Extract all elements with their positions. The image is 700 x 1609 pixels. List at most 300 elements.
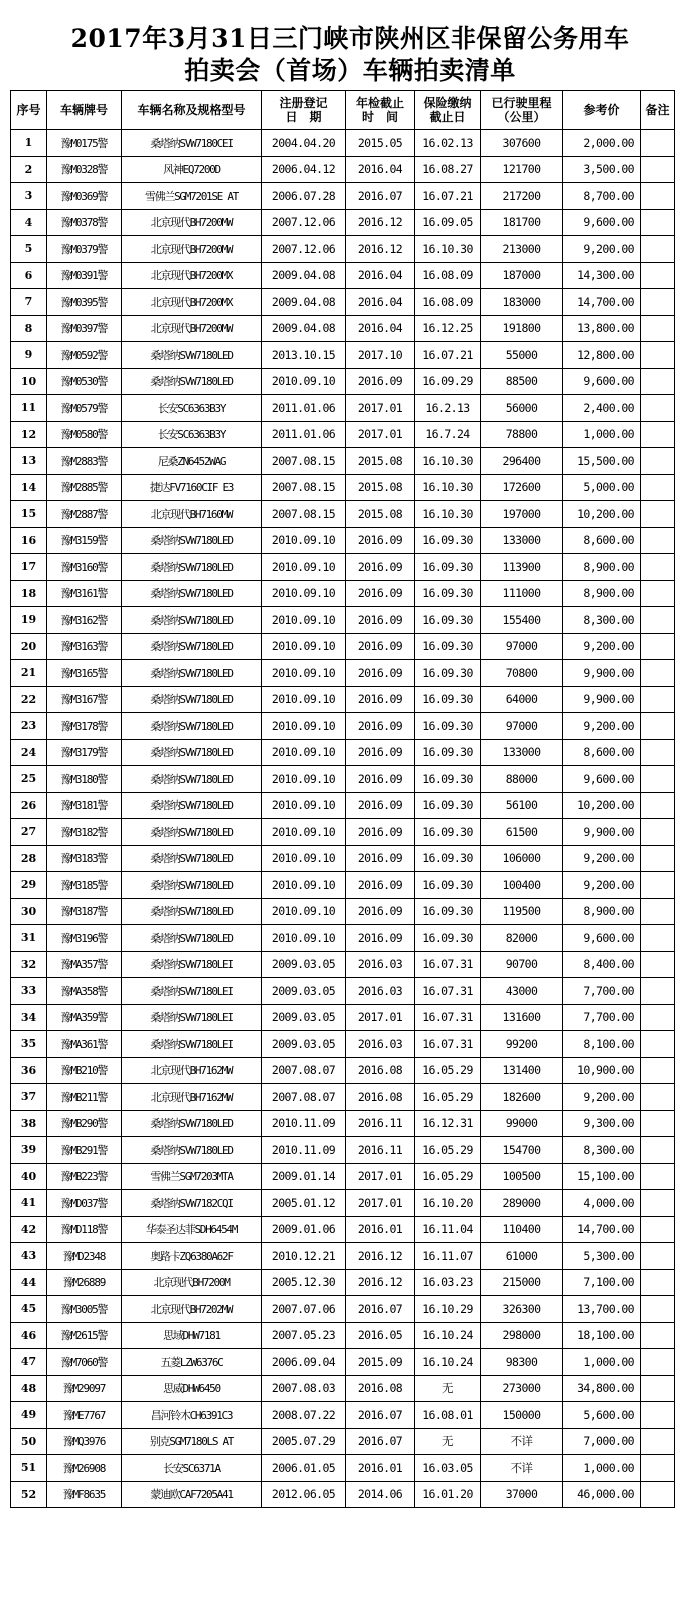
cell-index: 10 <box>11 368 47 395</box>
cell-model: 桑塔纳SVW7180LED <box>122 713 262 740</box>
cell-remark <box>641 262 675 289</box>
cell-reg-date: 2010.09.10 <box>262 580 346 607</box>
cell-model: 北京现代BH7200M <box>122 1269 262 1296</box>
cell-mileage: 131600 <box>481 1004 563 1031</box>
cell-reg-date: 2010.09.10 <box>262 739 346 766</box>
cell-reg-date: 2006.07.28 <box>262 183 346 210</box>
cell-insurance: 16.09.30 <box>415 845 481 872</box>
table-row <box>11 1375 675 1402</box>
cell-remark <box>641 792 675 819</box>
cell-index: 46 <box>11 1322 47 1349</box>
cell-remark <box>641 1031 675 1058</box>
cell-plate: 豫M3182警 <box>47 819 122 846</box>
cell-mileage: 273000 <box>481 1375 563 1402</box>
cell-remark <box>641 1455 675 1482</box>
cell-index: 52 <box>11 1481 47 1508</box>
cell-plate: 豫M0378警 <box>47 209 122 236</box>
cell-inspection: 2016.03 <box>346 951 415 978</box>
table-row <box>11 792 675 819</box>
cell-insurance: 16.09.30 <box>415 660 481 687</box>
cell-price: 2,400.00 <box>563 395 641 422</box>
cell-insurance: 16.09.30 <box>415 792 481 819</box>
cell-mileage: 43000 <box>481 978 563 1005</box>
cell-insurance: 16.10.24 <box>415 1322 481 1349</box>
cell-plate: 豫M0397警 <box>47 315 122 342</box>
cell-plate: 豫M7060警 <box>47 1349 122 1376</box>
table-row <box>11 1084 675 1111</box>
cell-insurance: 16.08.27 <box>415 156 481 183</box>
cell-insurance: 16.12.31 <box>415 1110 481 1137</box>
cell-insurance: 16.09.29 <box>415 368 481 395</box>
cell-remark <box>641 527 675 554</box>
cell-insurance: 16.10.30 <box>415 236 481 263</box>
cell-price: 9,200.00 <box>563 713 641 740</box>
cell-plate: 豫M3178警 <box>47 713 122 740</box>
cell-mileage: 172600 <box>481 474 563 501</box>
cell-remark <box>641 209 675 236</box>
cell-insurance: 16.09.30 <box>415 766 481 793</box>
cell-remark <box>641 448 675 475</box>
cell-remark <box>641 501 675 528</box>
cell-insurance: 16.09.30 <box>415 527 481 554</box>
cell-insurance: 16.07.21 <box>415 342 481 369</box>
cell-plate: 豫MB211警 <box>47 1084 122 1111</box>
cell-model: 北京现代BH7200MW <box>122 236 262 263</box>
cell-insurance: 16.08.09 <box>415 262 481 289</box>
cell-price: 9,200.00 <box>563 1084 641 1111</box>
cell-inspection: 2016.09 <box>346 898 415 925</box>
cell-index: 33 <box>11 978 47 1005</box>
table-row <box>11 289 675 316</box>
cell-index: 42 <box>11 1216 47 1243</box>
cell-reg-date: 2010.09.10 <box>262 819 346 846</box>
cell-index: 2 <box>11 156 47 183</box>
cell-model: 别克SGM7180LS AT <box>122 1428 262 1455</box>
cell-plate: 豫M3161警 <box>47 580 122 607</box>
cell-plate: 豫M0369警 <box>47 183 122 210</box>
cell-insurance: 16.09.30 <box>415 872 481 899</box>
cell-plate: 豫M0395警 <box>47 289 122 316</box>
cell-reg-date: 2009.03.05 <box>262 978 346 1005</box>
vehicle-auction-table <box>10 90 675 1508</box>
cell-insurance: 16.09.30 <box>415 819 481 846</box>
cell-insurance: 16.10.29 <box>415 1296 481 1323</box>
cell-inspection: 2016.04 <box>346 315 415 342</box>
cell-reg-date: 2007.08.15 <box>262 448 346 475</box>
cell-model: 长安SC6371A <box>122 1455 262 1482</box>
cell-index: 4 <box>11 209 47 236</box>
cell-plate: 豫M3179警 <box>47 739 122 766</box>
cell-reg-date: 2010.09.10 <box>262 845 346 872</box>
table-row <box>11 951 675 978</box>
cell-remark <box>641 368 675 395</box>
cell-reg-date: 2010.09.10 <box>262 872 346 899</box>
header-plate: 车辆牌号 <box>47 91 122 130</box>
cell-insurance: 16.07.21 <box>415 183 481 210</box>
cell-inspection: 2016.12 <box>346 236 415 263</box>
cell-inspection: 2016.09 <box>346 527 415 554</box>
cell-inspection: 2016.08 <box>346 1084 415 1111</box>
cell-inspection: 2016.07 <box>346 1296 415 1323</box>
cell-inspection: 2016.11 <box>346 1137 415 1164</box>
cell-insurance: 无 <box>415 1375 481 1402</box>
cell-model: 北京现代BH7162MW <box>122 1057 262 1084</box>
cell-index: 45 <box>11 1296 47 1323</box>
cell-index: 27 <box>11 819 47 846</box>
header-mileage: 已行驶里程 （公里） <box>481 91 563 130</box>
cell-mileage: 37000 <box>481 1481 563 1508</box>
cell-insurance: 16.10.24 <box>415 1349 481 1376</box>
cell-index: 23 <box>11 713 47 740</box>
cell-model: 桑塔纳SVW7180LED <box>122 686 262 713</box>
cell-inspection: 2016.08 <box>346 1057 415 1084</box>
cell-inspection: 2016.09 <box>346 368 415 395</box>
cell-remark <box>641 1004 675 1031</box>
cell-insurance: 16.12.25 <box>415 315 481 342</box>
cell-index: 8 <box>11 315 47 342</box>
cell-remark <box>641 872 675 899</box>
table-row <box>11 236 675 263</box>
cell-index: 40 <box>11 1163 47 1190</box>
table-row <box>11 342 675 369</box>
cell-remark <box>641 1084 675 1111</box>
cell-inspection: 2016.01 <box>346 1455 415 1482</box>
cell-plate: 豫MD118警 <box>47 1216 122 1243</box>
cell-inspection: 2016.09 <box>346 607 415 634</box>
cell-plate: 豫M3196警 <box>47 925 122 952</box>
table-row <box>11 156 675 183</box>
cell-mileage: 289000 <box>481 1190 563 1217</box>
table-row <box>11 978 675 1005</box>
cell-reg-date: 2011.01.06 <box>262 421 346 448</box>
cell-reg-date: 2007.08.07 <box>262 1057 346 1084</box>
cell-index: 21 <box>11 660 47 687</box>
cell-mileage: 106000 <box>481 845 563 872</box>
cell-index: 28 <box>11 845 47 872</box>
cell-reg-date: 2004.04.20 <box>262 130 346 157</box>
table-row <box>11 898 675 925</box>
cell-inspection: 2015.08 <box>346 448 415 475</box>
cell-model: 北京现代BH7200MX <box>122 289 262 316</box>
cell-mileage: 90700 <box>481 951 563 978</box>
cell-plate: 豫MB290警 <box>47 1110 122 1137</box>
cell-price: 12,800.00 <box>563 342 641 369</box>
cell-inspection: 2016.09 <box>346 845 415 872</box>
cell-remark <box>641 1375 675 1402</box>
cell-price: 46,000.00 <box>563 1481 641 1508</box>
header-inspection: 年检截止 时 间 <box>346 91 415 130</box>
cell-insurance: 16.10.30 <box>415 448 481 475</box>
cell-index: 30 <box>11 898 47 925</box>
cell-index: 22 <box>11 686 47 713</box>
cell-inspection: 2015.09 <box>346 1349 415 1376</box>
cell-inspection: 2016.09 <box>346 739 415 766</box>
cell-inspection: 2016.12 <box>346 209 415 236</box>
cell-price: 3,500.00 <box>563 156 641 183</box>
cell-model: 北京现代BH7160MW <box>122 501 262 528</box>
cell-index: 44 <box>11 1269 47 1296</box>
cell-remark <box>641 713 675 740</box>
cell-plate: 豫M3165警 <box>47 660 122 687</box>
cell-index: 13 <box>11 448 47 475</box>
table-row <box>11 501 675 528</box>
cell-plate: 豫M2883警 <box>47 448 122 475</box>
header-index: 序号 <box>11 91 47 130</box>
cell-model: 五菱LZW6376C <box>122 1349 262 1376</box>
cell-reg-date: 2006.04.12 <box>262 156 346 183</box>
cell-plate: 豫M0530警 <box>47 368 122 395</box>
cell-reg-date: 2006.09.04 <box>262 1349 346 1376</box>
cell-remark <box>641 289 675 316</box>
cell-mileage: 150000 <box>481 1402 563 1429</box>
cell-insurance: 16.07.31 <box>415 951 481 978</box>
table-row <box>11 1216 675 1243</box>
cell-insurance: 16.07.31 <box>415 1004 481 1031</box>
cell-mileage: 187000 <box>481 262 563 289</box>
cell-price: 15,100.00 <box>563 1163 641 1190</box>
table-row <box>11 819 675 846</box>
cell-index: 19 <box>11 607 47 634</box>
cell-inspection: 2016.09 <box>346 686 415 713</box>
cell-index: 17 <box>11 554 47 581</box>
cell-remark <box>641 951 675 978</box>
cell-price: 8,100.00 <box>563 1031 641 1058</box>
header-model: 车辆名称及规格型号 <box>122 91 262 130</box>
cell-insurance: 16.09.30 <box>415 898 481 925</box>
cell-mileage: 78800 <box>481 421 563 448</box>
cell-remark <box>641 925 675 952</box>
cell-mileage: 56100 <box>481 792 563 819</box>
cell-mileage: 182600 <box>481 1084 563 1111</box>
cell-model: 思域DHW7181 <box>122 1322 262 1349</box>
cell-model: 桑塔纳SVW7180LED <box>122 554 262 581</box>
cell-index: 29 <box>11 872 47 899</box>
cell-insurance: 16.08.01 <box>415 1402 481 1429</box>
cell-inspection: 2016.07 <box>346 1402 415 1429</box>
cell-inspection: 2016.03 <box>346 978 415 1005</box>
cell-plate: 豫M2615警 <box>47 1322 122 1349</box>
cell-price: 8,400.00 <box>563 951 641 978</box>
cell-insurance: 16.01.20 <box>415 1481 481 1508</box>
cell-remark <box>641 686 675 713</box>
cell-reg-date: 2010.09.10 <box>262 554 346 581</box>
cell-plate: 豫M29097 <box>47 1375 122 1402</box>
cell-plate: 豫M0579警 <box>47 395 122 422</box>
cell-inspection: 2016.04 <box>346 289 415 316</box>
cell-inspection: 2016.01 <box>346 1216 415 1243</box>
cell-remark <box>641 1216 675 1243</box>
table-row <box>11 660 675 687</box>
cell-remark <box>641 474 675 501</box>
cell-inspection: 2017.01 <box>346 421 415 448</box>
cell-inspection: 2016.09 <box>346 660 415 687</box>
cell-model: 华泰圣达菲SDH6454M <box>122 1216 262 1243</box>
cell-reg-date: 2010.11.09 <box>262 1137 346 1164</box>
cell-index: 49 <box>11 1402 47 1429</box>
cell-inspection: 2016.09 <box>346 819 415 846</box>
cell-remark <box>641 580 675 607</box>
cell-index: 34 <box>11 1004 47 1031</box>
cell-insurance: 16.2.13 <box>415 395 481 422</box>
cell-plate: 豫MA359警 <box>47 1004 122 1031</box>
cell-remark <box>641 342 675 369</box>
cell-index: 15 <box>11 501 47 528</box>
cell-mileage: 99200 <box>481 1031 563 1058</box>
cell-plate: 豫M3005警 <box>47 1296 122 1323</box>
cell-index: 32 <box>11 951 47 978</box>
cell-price: 9,200.00 <box>563 633 641 660</box>
cell-index: 41 <box>11 1190 47 1217</box>
cell-index: 37 <box>11 1084 47 1111</box>
cell-price: 4,000.00 <box>563 1190 641 1217</box>
cell-plate: 豫MA358警 <box>47 978 122 1005</box>
cell-remark <box>641 1243 675 1270</box>
cell-inspection: 2017.01 <box>346 395 415 422</box>
cell-insurance: 16.09.30 <box>415 713 481 740</box>
cell-insurance: 16.09.30 <box>415 686 481 713</box>
cell-remark <box>641 819 675 846</box>
cell-model: 北京现代BH7162MW <box>122 1084 262 1111</box>
cell-price: 18,100.00 <box>563 1322 641 1349</box>
cell-inspection: 2016.09 <box>346 554 415 581</box>
cell-plate: 豫M3183警 <box>47 845 122 872</box>
cell-remark <box>641 898 675 925</box>
cell-price: 8,900.00 <box>563 580 641 607</box>
header-reg-date: 注册登记 日 期 <box>262 91 346 130</box>
cell-model: 桑塔纳SVW7180LEI <box>122 951 262 978</box>
cell-remark <box>641 1163 675 1190</box>
cell-model: 北京现代BH7202MW <box>122 1296 262 1323</box>
cell-model: 长安SC6363B3Y <box>122 395 262 422</box>
cell-mileage: 55000 <box>481 342 563 369</box>
cell-reg-date: 2010.09.10 <box>262 925 346 952</box>
cell-insurance: 16.11.07 <box>415 1243 481 1270</box>
table-row <box>11 1057 675 1084</box>
cell-inspection: 2016.09 <box>346 872 415 899</box>
cell-mileage: 不详 <box>481 1455 563 1482</box>
cell-price: 10,200.00 <box>563 501 641 528</box>
cell-inspection: 2016.04 <box>346 262 415 289</box>
cell-remark <box>641 315 675 342</box>
cell-plate: 豫M0592警 <box>47 342 122 369</box>
cell-plate: 豫M2885警 <box>47 474 122 501</box>
cell-model: 捷达FV7160CIF E3 <box>122 474 262 501</box>
cell-index: 26 <box>11 792 47 819</box>
cell-remark <box>641 1269 675 1296</box>
cell-reg-date: 2009.01.06 <box>262 1216 346 1243</box>
cell-reg-date: 2007.08.15 <box>262 474 346 501</box>
cell-model: 桑塔纳SVW7180CEI <box>122 130 262 157</box>
cell-model: 桑塔纳SVW7180LED <box>122 527 262 554</box>
cell-inspection: 2017.10 <box>346 342 415 369</box>
cell-mileage: 70800 <box>481 660 563 687</box>
cell-price: 7,700.00 <box>563 978 641 1005</box>
cell-mileage: 131400 <box>481 1057 563 1084</box>
cell-model: 桑塔纳SVW7180LED <box>122 792 262 819</box>
cell-mileage: 98300 <box>481 1349 563 1376</box>
table-row <box>11 1269 675 1296</box>
cell-inspection: 2016.09 <box>346 713 415 740</box>
page-title-line-1: 2017年3月31日三门峡市陕州区非保留公务用车 <box>70 24 630 53</box>
cell-inspection: 2016.08 <box>346 1375 415 1402</box>
cell-mileage: 61500 <box>481 819 563 846</box>
cell-price: 9,900.00 <box>563 819 641 846</box>
table-header-row <box>11 91 675 130</box>
cell-reg-date: 2010.09.10 <box>262 527 346 554</box>
cell-mileage: 119500 <box>481 898 563 925</box>
cell-insurance: 16.09.30 <box>415 554 481 581</box>
cell-model: 桑塔纳SVW7182CQI <box>122 1190 262 1217</box>
cell-index: 50 <box>11 1428 47 1455</box>
cell-reg-date: 2010.09.10 <box>262 686 346 713</box>
cell-insurance: 16.05.29 <box>415 1084 481 1111</box>
cell-reg-date: 2010.09.10 <box>262 766 346 793</box>
table-row <box>11 1296 675 1323</box>
cell-remark <box>641 1481 675 1508</box>
cell-index: 43 <box>11 1243 47 1270</box>
cell-insurance: 16.09.30 <box>415 607 481 634</box>
cell-reg-date: 2011.01.06 <box>262 395 346 422</box>
cell-mileage: 不详 <box>481 1428 563 1455</box>
cell-model: 桑塔纳SVW7180LED <box>122 607 262 634</box>
cell-plate: 豫MD2348 <box>47 1243 122 1270</box>
cell-index: 31 <box>11 925 47 952</box>
page-title-line-2: 拍卖会（首场）车辆拍卖清单 <box>184 56 516 85</box>
cell-price: 8,900.00 <box>563 898 641 925</box>
cell-remark <box>641 845 675 872</box>
cell-reg-date: 2007.08.03 <box>262 1375 346 1402</box>
table-row <box>11 1031 675 1058</box>
cell-reg-date: 2007.08.07 <box>262 1084 346 1111</box>
cell-reg-date: 2007.07.06 <box>262 1296 346 1323</box>
cell-price: 14,300.00 <box>563 262 641 289</box>
cell-inspection: 2016.09 <box>346 580 415 607</box>
cell-plate: 豫M3181警 <box>47 792 122 819</box>
cell-remark <box>641 1322 675 1349</box>
cell-price: 13,700.00 <box>563 1296 641 1323</box>
table-row <box>11 845 675 872</box>
cell-price: 14,700.00 <box>563 289 641 316</box>
cell-price: 9,200.00 <box>563 236 641 263</box>
cell-price: 1,000.00 <box>563 1455 641 1482</box>
cell-remark <box>641 607 675 634</box>
cell-plate: 豫M3163警 <box>47 633 122 660</box>
header-price: 参考价 <box>563 91 641 130</box>
cell-mileage: 113900 <box>481 554 563 581</box>
cell-inspection: 2016.12 <box>346 1243 415 1270</box>
table-row <box>11 1349 675 1376</box>
table-row <box>11 395 675 422</box>
table-row <box>11 1163 675 1190</box>
table-row <box>11 1322 675 1349</box>
cell-price: 9,300.00 <box>563 1110 641 1137</box>
cell-price: 9,600.00 <box>563 766 641 793</box>
table-row <box>11 474 675 501</box>
cell-index: 25 <box>11 766 47 793</box>
cell-price: 1,000.00 <box>563 421 641 448</box>
cell-remark <box>641 1428 675 1455</box>
cell-inspection: 2015.05 <box>346 130 415 157</box>
cell-price: 5,000.00 <box>563 474 641 501</box>
cell-mileage: 64000 <box>481 686 563 713</box>
table-row <box>11 713 675 740</box>
cell-inspection: 2017.01 <box>346 1004 415 1031</box>
cell-mileage: 307600 <box>481 130 563 157</box>
cell-price: 10,200.00 <box>563 792 641 819</box>
cell-mileage: 111000 <box>481 580 563 607</box>
cell-inspection: 2016.04 <box>346 156 415 183</box>
cell-index: 12 <box>11 421 47 448</box>
